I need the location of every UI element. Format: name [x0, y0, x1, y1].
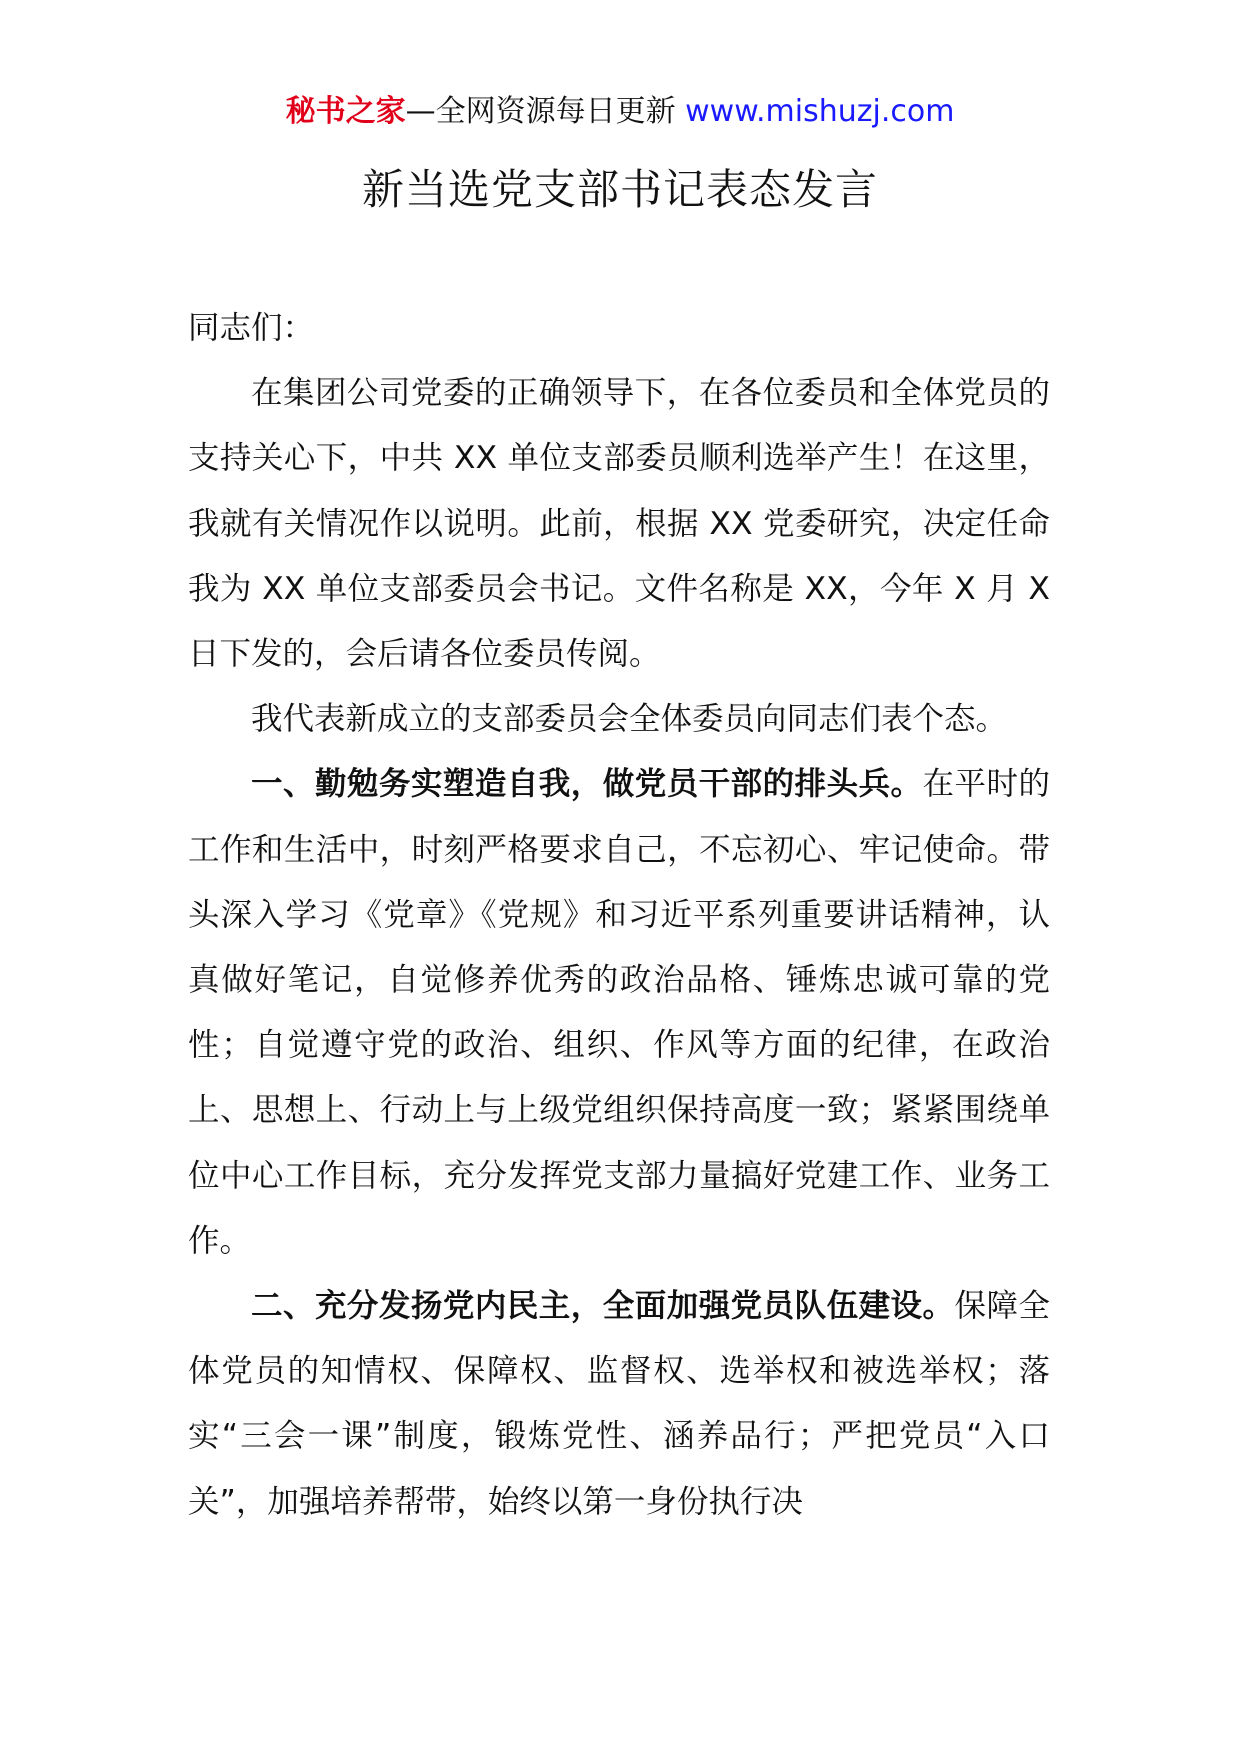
document-title: 新当选党支部书记表态发言 [361, 165, 878, 214]
paragraph-2-text: 我代表新成立的支部委员会全体委员向同志们表个态。 [251, 701, 1008, 738]
brand-name: 秘书之家 [285, 94, 406, 129]
site-url-link[interactable]: www.mishuzj.com [685, 94, 955, 129]
paragraph-3-text: 在平时的工作和生活中，时刻严格要求自己，不忘初心、牢记使命。带头深入学习《党章》《党规》和习近平系列重要讲话精神，认真做好笔记，自觉修养优秀的政治品格、锤炼忠诚可靠的党性；自觉遵守党的政治、组织、作风等方面的纪律，在政治上、思想上、行动上与上级党组织保持高度一致；紧紧围绕单位中心工作目标，充分发挥党支部力量搞好党建工作、业务工作。 [188, 766, 1050, 1259]
paragraph-3 [188, 752, 1050, 1274]
paragraph-3-lead: 一、勤勉务实塑造自我，做党员干部的排头兵。 [251, 766, 923, 803]
paragraph-4-lead: 二、充分发扬党内民主，全面加强党员队伍建设。 [251, 1288, 955, 1325]
header-tagline: —全网资源每日更新 [405, 94, 686, 129]
paragraph-4 [188, 1274, 1050, 1535]
paragraph-2 [188, 687, 1050, 752]
salutation: 同志们： [188, 310, 315, 346]
site-header [0, 92, 1240, 132]
paragraph-1-text: 在集团公司党委的正确领导下，在各位委员和全体党员的支持关心下，中共 XX 单位支部委员顺利选举产生！在这里，我就有关情况作以说明。此前，根据 XX 党委研究，决定任命我为 XX 单位支部委员会书记。文件名称是 XX，今年 X 月 X 日下发的，会后请各位委员传阅。 [188, 375, 1050, 673]
paragraph-4-text: 保障全体党员的知情权、保障权、监督权、选举权和被选举权；落实“三会一课”制度，锻炼党性、涵养品行；严把党员“入口关”，加强培养帮带，始终以第一身份执行决 [188, 1288, 1050, 1520]
document-body [188, 296, 1050, 1535]
paragraph-1 [188, 361, 1050, 687]
